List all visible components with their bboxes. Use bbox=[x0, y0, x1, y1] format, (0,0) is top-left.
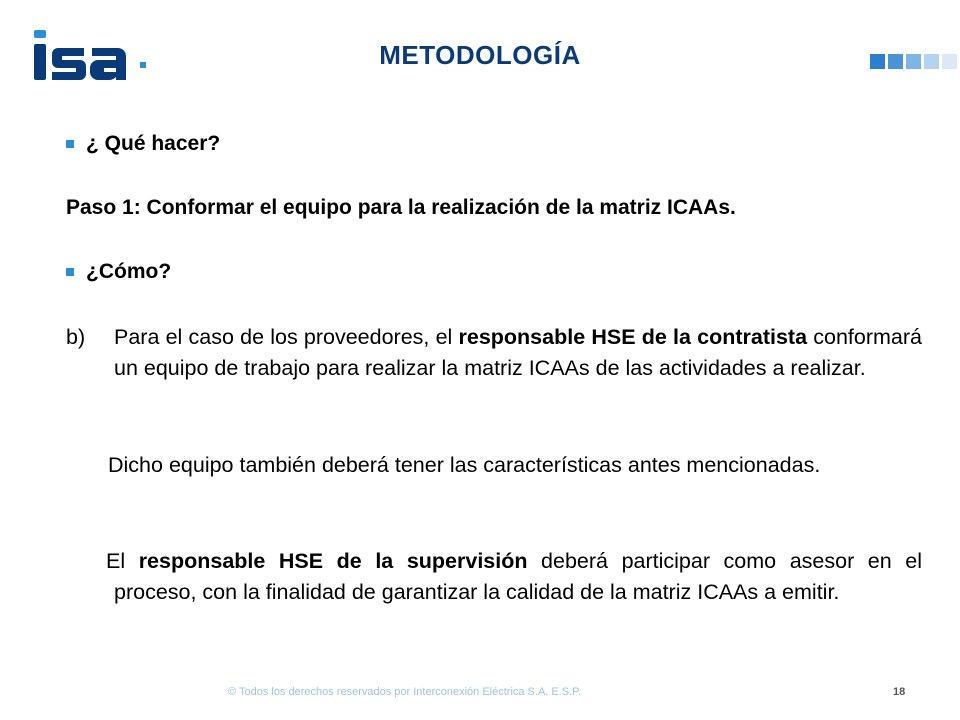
bullet-what bbox=[66, 132, 220, 156]
decorative-squares bbox=[870, 54, 957, 69]
copyright-footer: © Todos los derechos reservados por Interconexión Eléctrica S.A. E.S.P. bbox=[228, 686, 582, 698]
text-run: Para el caso de los proveedores, el bbox=[114, 325, 459, 349]
deco-square bbox=[870, 54, 885, 69]
bullet-what-text: ¿ Qué hacer? bbox=[86, 132, 221, 155]
deco-square bbox=[924, 54, 939, 69]
bullet-square-icon bbox=[66, 140, 74, 148]
deco-square bbox=[888, 54, 903, 69]
bullet-square-icon bbox=[66, 268, 74, 276]
paragraph-b-body bbox=[114, 322, 922, 384]
bold-run: responsable HSE de la contratista bbox=[458, 325, 808, 349]
list-marker: b) bbox=[66, 325, 86, 349]
text-run: El bbox=[106, 549, 139, 573]
bold-run: responsable HSE de la supervisión bbox=[138, 549, 528, 573]
bullet-how-text: ¿Cómo? bbox=[86, 260, 172, 283]
deco-square bbox=[942, 54, 957, 69]
text-run: conformará un equipo de trabajo para realizar la matriz ICAAs de las actividades a realizar. bbox=[114, 325, 922, 380]
paragraph-b bbox=[66, 322, 922, 384]
bullet-how bbox=[66, 260, 171, 284]
paragraph-supervision bbox=[106, 546, 922, 608]
text-run: deberá participar como asesor en el proceso, con la finalidad de garantizar la calidad de la matriz ICAAs a emitir. bbox=[114, 549, 922, 604]
step-1-text: Paso 1: Conformar el equipo para la realización de la matriz ICAAs. bbox=[66, 196, 736, 219]
text-run: Dicho equipo también deberá tener las características antes mencionadas. bbox=[108, 453, 821, 477]
page-number: 18 bbox=[893, 686, 906, 698]
slide-title: METODOLOGÍA bbox=[379, 40, 581, 70]
paragraph-team bbox=[108, 450, 922, 481]
deco-square bbox=[906, 54, 921, 69]
